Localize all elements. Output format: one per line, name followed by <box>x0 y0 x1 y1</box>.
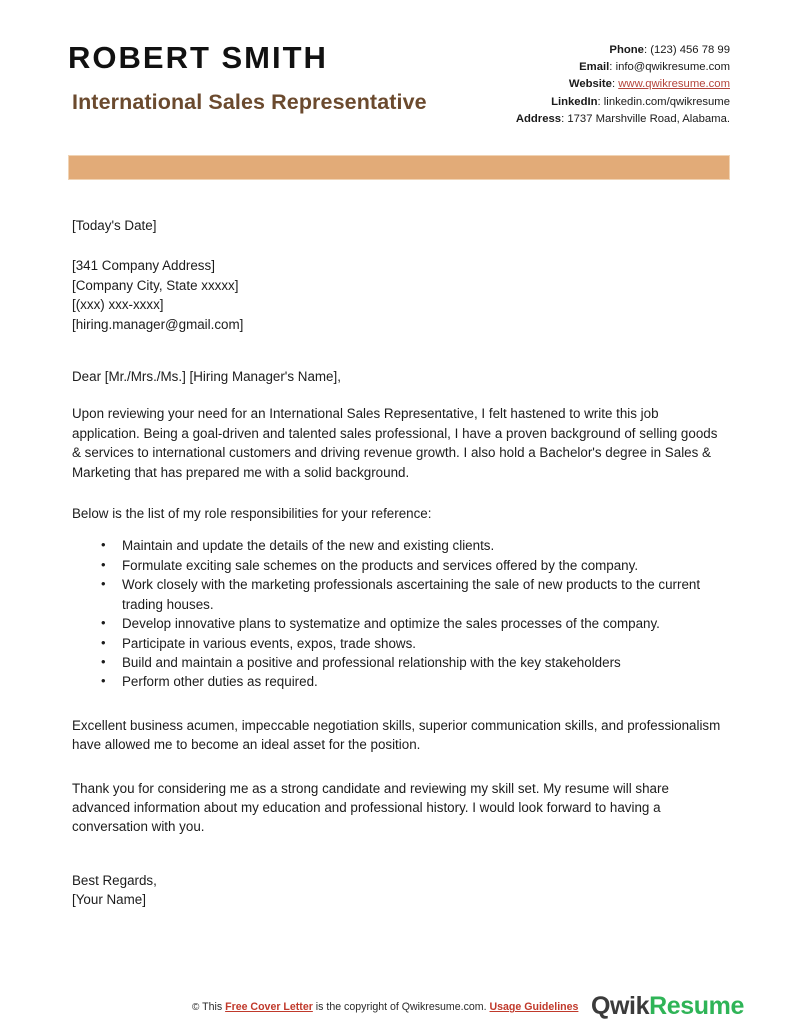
recipient-address-block <box>72 256 728 334</box>
recipient-line: [(xxx) xxx-xxxx] <box>72 297 164 313</box>
email-label: Email <box>579 61 610 74</box>
list-item: • Perform other duties as required. <box>96 672 728 691</box>
email-colon: : <box>609 61 616 74</box>
footer-copy-prefix: This <box>202 1001 223 1013</box>
recipient-line: [Company City, State xxxxx] <box>72 277 239 293</box>
phone-label: Phone <box>609 44 644 56</box>
qwikresume-logo[interactable] <box>591 994 744 1019</box>
list-item: • Maintain and update the details of the new and existing clients. <box>96 536 728 555</box>
body-paragraph-2: Excellent business acumen, impeccable negotiation skills, superior communication skills, and professionalism have allowed me to become an ideal asset for the position. <box>72 717 721 753</box>
header-identity <box>68 36 427 115</box>
accent-divider-bar <box>68 155 730 180</box>
letter-header <box>0 0 800 128</box>
website-link[interactable]: www.qwikresume.com <box>618 78 730 91</box>
phone-value: (123) 456 78 99 <box>650 44 730 56</box>
body-paragraph-1: Upon reviewing your need for an International Sales Representative, I felt hastened to write this job application. Being a goal-driven and talented sales professional, I have a proven background of selling goods & services to international customers and driving revenue growth. I also hold a Bachelor's degree in Sales & Marketing that has prepared me with a solid background. <box>72 406 718 480</box>
candidate-name: ROBERT SMITH <box>68 40 328 75</box>
website-colon: : <box>611 78 619 91</box>
letter-body <box>0 216 800 910</box>
list-item: • Work closely with the marketing professionals ascertaining the sale of new products to the current trading houses. <box>96 575 728 614</box>
phone-colon: : <box>643 44 651 56</box>
website-label: Website <box>568 78 612 91</box>
signoff-block <box>72 871 728 910</box>
usage-guidelines-link[interactable]: Usage Guidelines <box>489 1001 579 1013</box>
free-cover-letter-link[interactable]: Free Cover Letter <box>225 1001 313 1013</box>
list-item: • Develop innovative plans to systematize and optimize the sales processes of the company. <box>96 614 728 633</box>
copyright-icon: © <box>192 1002 200 1013</box>
date-line: [Today's Date] <box>72 218 157 234</box>
logo-text-qwik: Qwik <box>590 992 650 1020</box>
address-value: 1737 Marshville Road, Alabama. <box>567 112 730 125</box>
contact-row-email <box>516 59 730 76</box>
duties-list <box>72 536 728 691</box>
footer-copyright-line <box>192 1001 578 1019</box>
contact-row-phone <box>516 42 730 59</box>
linkedin-value: linkedin.com/qwikresume <box>603 95 730 108</box>
contact-row-address <box>516 111 730 128</box>
signoff-name: [Your Name] <box>72 892 146 908</box>
list-item: • Build and maintain a positive and professional relationship with the key stakeholders <box>96 653 728 672</box>
list-item: • Formulate exciting sale schemes on the products and services offered by the company. <box>96 556 728 575</box>
footer-copy-middle: is the copyright of Qwikresume.com. <box>315 1001 487 1013</box>
contact-details-block <box>516 36 730 128</box>
list-item: • Participate in various events, expos, trade shows. <box>96 634 728 653</box>
body-paragraph-3: Thank you for considering me as a strong candidate and reviewing my skill set. My resume will share advanced information about my education and professional history. I would look forward to having a conversation with you. <box>72 780 669 835</box>
contact-row-website <box>516 76 730 93</box>
recipient-line: [341 Company Address] <box>72 258 215 274</box>
salutation-line: Dear [Mr./Mrs./Ms.] [Hiring Manager's Name], <box>72 369 341 385</box>
accent-bar-container <box>0 155 800 180</box>
contact-row-linkedin <box>516 94 730 111</box>
address-label: Address <box>515 112 562 125</box>
linkedin-colon: : <box>597 95 604 108</box>
email-value: info@qwikresume.com <box>615 61 730 74</box>
recipient-line: [hiring.manager@gmail.com] <box>72 316 244 332</box>
logo-text-resume: Resume <box>649 992 744 1020</box>
linkedin-label: LinkedIn <box>551 95 598 108</box>
address-colon: : <box>561 112 568 125</box>
page-footer <box>0 994 800 1019</box>
duties-list-intro: Below is the list of my role responsibilities for your reference: <box>72 506 432 522</box>
signoff-salutation: Best Regards, <box>72 872 157 888</box>
candidate-job-title: International Sales Representative <box>72 89 427 114</box>
